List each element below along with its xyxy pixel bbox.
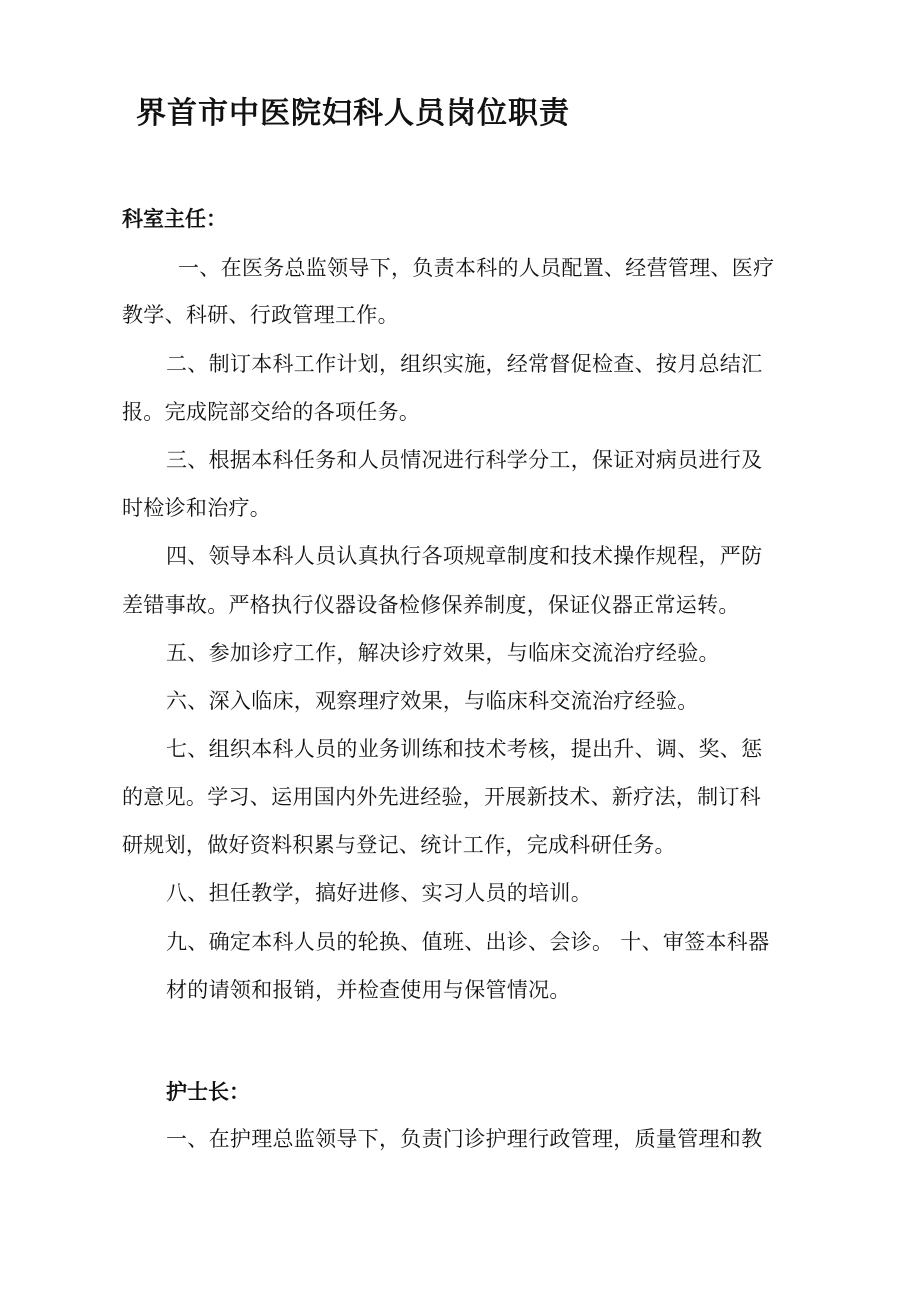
duty-line: 九、确定本科人员的轮换、值班、出诊、会诊。 十、审签本科器 bbox=[166, 930, 770, 954]
duty-line: 研规划，做好资料积累与登记、统计工作，完成科研任务。 bbox=[122, 833, 676, 857]
section-heading-department-director: 科室主任： bbox=[122, 206, 227, 231]
document-title: 界首市中医院妇科人员岗位职责 bbox=[136, 96, 570, 131]
duty-line: 六、深入临床，观察理疗效果，与临床科交流治疗经验。 bbox=[166, 689, 699, 713]
duty-line: 报。完成院部交给的各项任务。 bbox=[122, 400, 421, 424]
duty-line: 三、根据本科任务和人员情况进行科学分工，保证对病员进行及 bbox=[166, 448, 763, 472]
duty-line: 五、参加诊疗工作，解决诊疗效果，与临床交流治疗经验。 bbox=[166, 641, 720, 665]
duty-line: 一、在护理总监领导下，负责门诊护理行政管理，质量管理和教 bbox=[166, 1127, 763, 1151]
duty-line: 二、制订本科工作计划，组织实施，经常督促检查、按月总结汇 bbox=[166, 352, 763, 376]
duty-line: 的意见。学习、运用国内外先进经验，开展新技术、新疗法，制订科 bbox=[122, 785, 761, 809]
duty-line: 八、担任教学，搞好进修、实习人员的培训。 bbox=[166, 881, 592, 905]
duty-line: 材的请领和报销，并检查使用与保管情况。 bbox=[166, 978, 571, 1002]
duty-line: 教学、科研、行政管理工作。 bbox=[122, 303, 399, 327]
duty-line: 七、组织本科人员的业务训练和技术考核，提出升、调、奖、惩 bbox=[166, 737, 763, 761]
duty-line: 时检诊和治疗。 bbox=[122, 496, 272, 520]
duty-line: 四、领导本科人员认真执行各项规章制度和技术操作规程，严防 bbox=[166, 544, 763, 568]
duty-line: 差错事故。严格执行仪器设备检修保养制度，保证仪器正常运转。 bbox=[122, 593, 740, 617]
section-heading-head-nurse: 护士长： bbox=[166, 1079, 250, 1104]
duty-line: 一、在医务总监领导下，负责本科的人员配置、经营管理、医疗 bbox=[178, 256, 775, 280]
